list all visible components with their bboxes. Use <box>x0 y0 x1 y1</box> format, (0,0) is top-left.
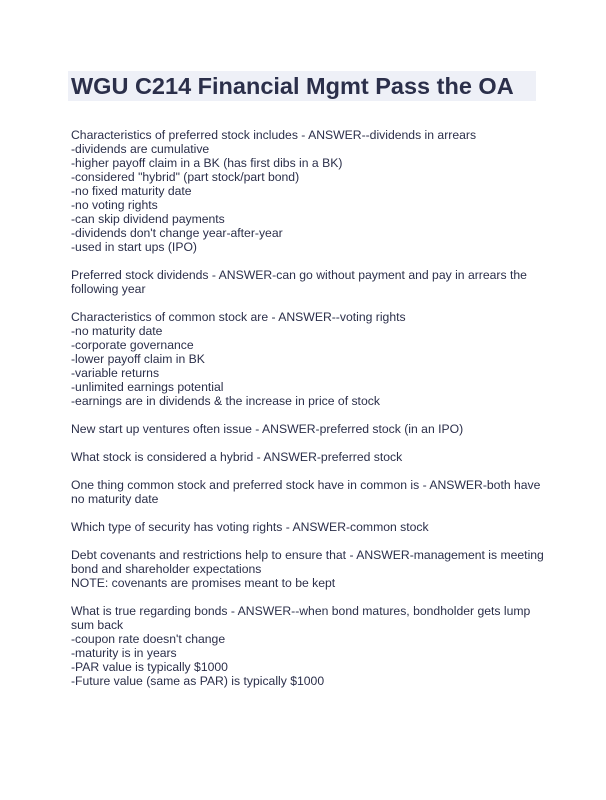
qa-entry <box>71 422 541 436</box>
text-line: -no fixed maturity date <box>71 184 192 198</box>
text-line: One thing common stock and preferred stock have in common is - ANSWER-both have <box>71 478 541 492</box>
text-line: no maturity date <box>71 492 159 506</box>
text-line: -used in start ups (IPO) <box>71 240 197 254</box>
text-line: -Future value (same as PAR) is typically $1000 <box>71 674 325 688</box>
qa-entry <box>71 604 541 688</box>
text-line: -dividends don't change year-after-year <box>71 226 283 240</box>
text-line: New start up ventures often issue - ANSWER-preferred stock (in an IPO) <box>71 422 464 436</box>
text-line: -variable returns <box>71 366 160 380</box>
text-line: -maturity is in years <box>71 646 177 660</box>
text-line: What stock is considered a hybrid - ANSWER-preferred stock <box>71 450 403 464</box>
text-line: -no voting rights <box>71 198 158 212</box>
text-line: sum back <box>71 618 124 632</box>
text-line: -lower payoff claim in BK <box>71 352 205 366</box>
text-line: -dividends are cumulative <box>71 142 210 156</box>
qa-entry <box>71 450 541 464</box>
document-body <box>71 128 544 702</box>
qa-entry <box>71 548 544 590</box>
text-line: -coupon rate doesn't change <box>71 632 226 646</box>
text-line: NOTE: covenants are promises meant to be kept <box>71 576 336 590</box>
text-line: What is true regarding bonds - ANSWER--when bond matures, bondholder gets lump <box>71 604 531 618</box>
text-line: -can skip dividend payments <box>71 212 225 226</box>
text-line: -corporate governance <box>71 338 194 352</box>
document-title: WGU C214 Financial Mgmt Pass the OA <box>71 73 514 99</box>
text-line: -higher payoff claim in a BK (has first dibs in a BK) <box>71 156 343 170</box>
text-line: -no maturity date <box>71 324 163 338</box>
qa-entry <box>71 520 541 534</box>
qa-entry <box>71 310 541 408</box>
qa-entry <box>71 128 541 254</box>
text-line: Characteristics of common stock are - ANSWER--voting rights <box>71 310 406 324</box>
qa-entry <box>71 478 541 506</box>
text-line: Preferred stock dividends - ANSWER-can go without payment and pay in arrears the <box>71 268 527 282</box>
text-line: -considered "hybrid" (part stock/part bond) <box>71 170 300 184</box>
text-line: -unlimited earnings potential <box>71 380 224 394</box>
qa-entry <box>71 268 541 296</box>
text-line: Characteristics of preferred stock includes - ANSWER--dividends in arrears <box>71 128 477 142</box>
text-line: -earnings are in dividends & the increase in price of stock <box>71 394 380 408</box>
text-line: -PAR value is typically $1000 <box>71 660 228 674</box>
text-line: bond and shareholder expectations <box>71 562 262 576</box>
text-line: Debt covenants and restrictions help to ensure that - ANSWER-management is meeting <box>71 548 544 562</box>
text-line: following year <box>71 282 146 296</box>
text-line: Which type of security has voting rights - ANSWER-common stock <box>71 520 429 534</box>
